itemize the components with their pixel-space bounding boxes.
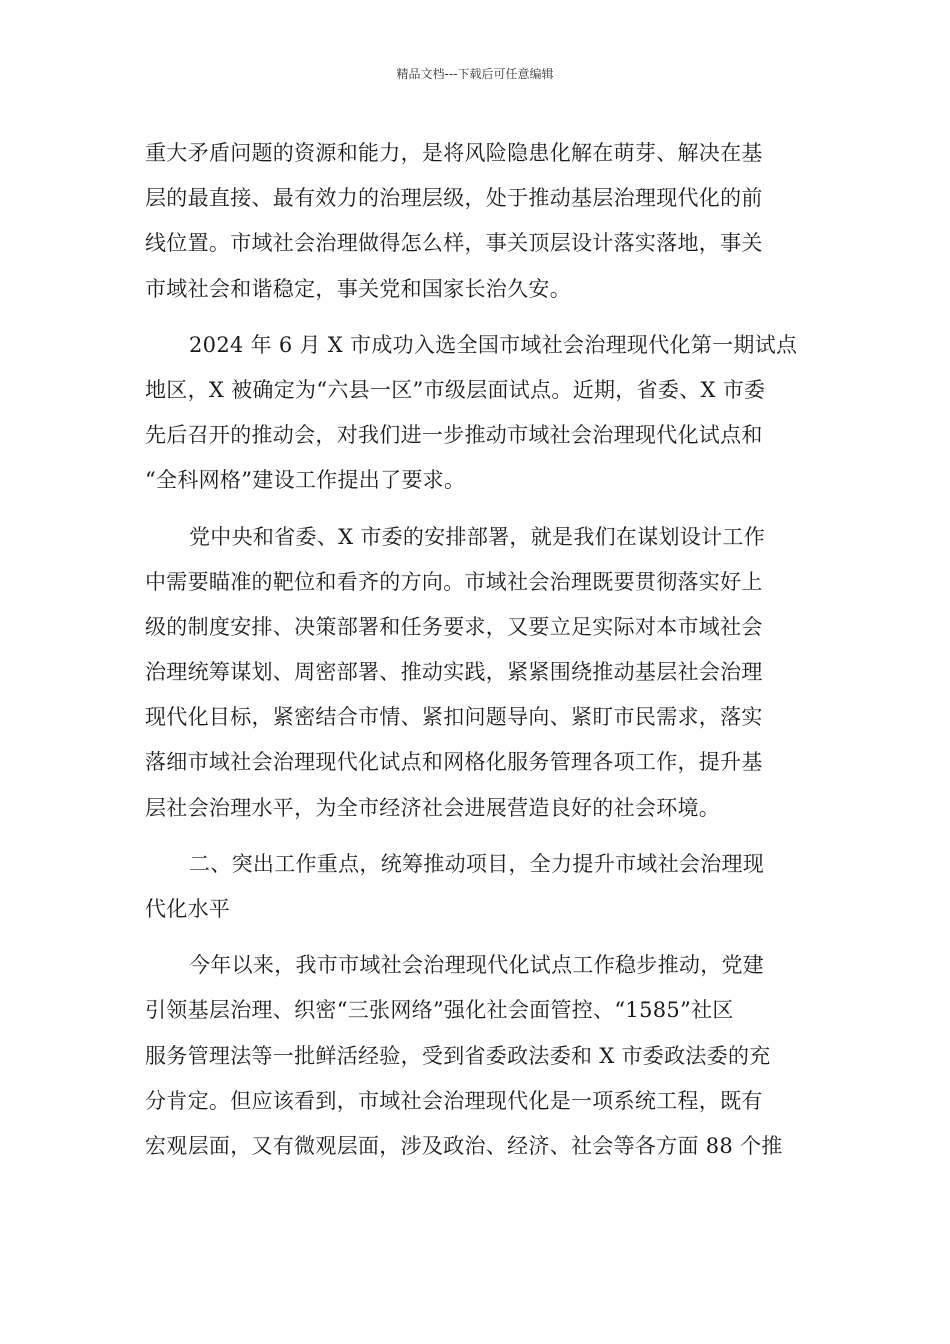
paragraph-gap <box>145 312 808 323</box>
text-line: 现代化目标，紧密结合市情、紧扣问题导向、紧盯市民需求，落实 <box>145 705 763 730</box>
text-line: 分肯定。但应该看到，市域社会治理现代化是一项系统工程，既有 <box>145 1088 763 1113</box>
text-line: 党中央和省委、X 市委的安排部署，就是我们在谋划设计工作 <box>189 524 766 549</box>
text-line: 层的最直接、最有效力的治理层级，处于推动基层治理现代化的前 <box>145 186 763 211</box>
text-line: 中需要瞄准的靶位和看齐的方向。市域社会治理既要贯彻落实好上 <box>145 569 763 594</box>
text-line: 层社会治理水平，为全市经济社会进展营造良好的社会环境。 <box>145 795 721 820</box>
text-line: 市域社会和谐稳定，事关党和国家长治久安。 <box>145 276 571 301</box>
paragraph-gap <box>145 831 808 842</box>
paragraph-1 <box>145 131 808 312</box>
text-line: 服务管理法等一批鲜活经验，受到省委政法委和 X 市委政法委的充 <box>145 1043 771 1068</box>
text-line: 引领基层治理、织密“三张网络”强化社会面管控、“1585”社区 <box>145 998 734 1023</box>
text-line: 宏观层面，又有微观层面，涉及政治、经济、社会等各方面 88 个推 <box>145 1133 783 1158</box>
text-line: “全科网格”建设工作提出了要求。 <box>145 468 466 493</box>
paragraph-3 <box>145 515 808 831</box>
text-line: 落细市域社会治理现代化试点和网格化服务管理各项工作，提升基 <box>145 750 763 775</box>
paragraph-4 <box>145 943 808 1169</box>
text-line: 线位置。市域社会治理做得怎么样，事关顶层设计落实落地，事关 <box>145 231 763 256</box>
text-line: 重大矛盾问题的资源和能力，是将风险隐患化解在萌芽、解决在基 <box>145 141 763 165</box>
paragraph-2 <box>145 323 808 504</box>
text-line: 代化水平 <box>145 897 231 921</box>
page-header: 精品文档---下载后可任意编辑 <box>396 67 554 81</box>
paragraph-gap <box>145 504 808 515</box>
text-line: 级的制度安排、决策部署和任务要求，又要立足实际对本市域社会 <box>145 614 763 639</box>
text-line: 治理统筹谋划、周密部署、推动实践，紧紧围绕推动基层社会治理 <box>145 660 763 685</box>
text-line: 先后召开的推动会，对我们进一步推动市域社会治理现代化试点和 <box>145 423 763 448</box>
text-line: 二、突出工作重点，统筹推动项目，全力提升市域社会治理现 <box>189 851 765 876</box>
text-line: 地区，X 被确定为“六县一区”市级层面试点。近期，省委、X 市委 <box>145 377 766 402</box>
text-line: 今年以来，我市市域社会治理现代化试点工作稳步推动，党建 <box>189 953 765 978</box>
document-body <box>145 131 808 1169</box>
text-line: 2024 年 6 月 X 市成功入选全国市域社会治理现代化第一期试点 <box>189 332 798 357</box>
section-heading <box>145 842 808 932</box>
paragraph-gap <box>145 932 808 943</box>
